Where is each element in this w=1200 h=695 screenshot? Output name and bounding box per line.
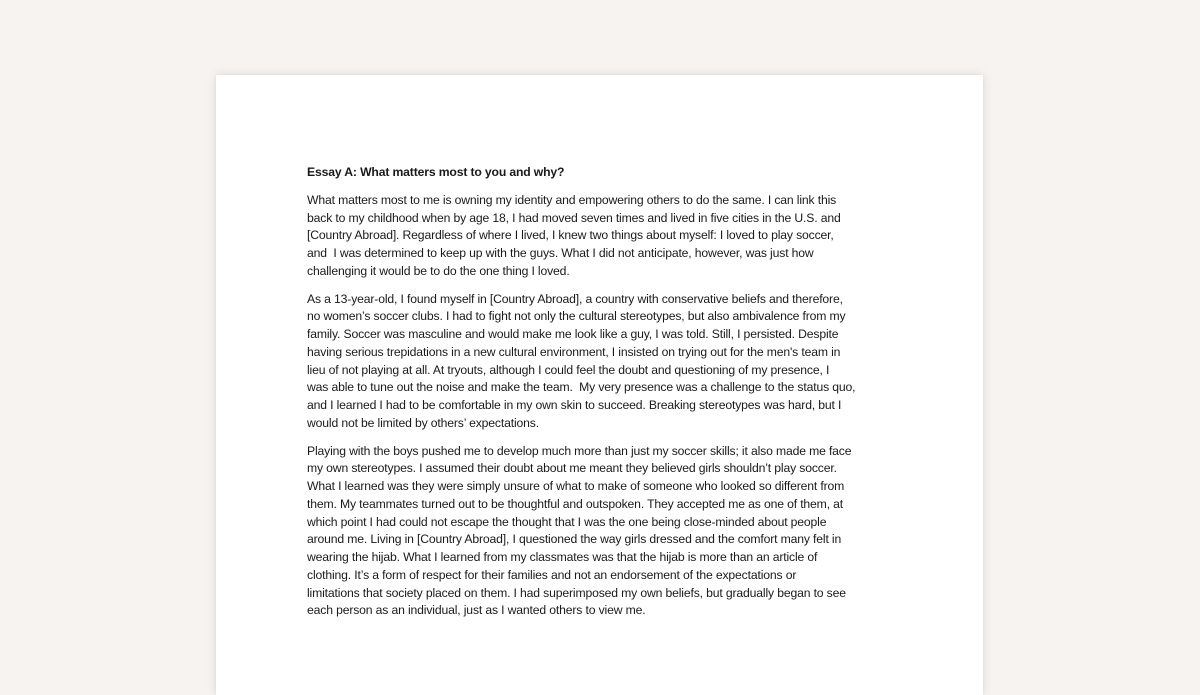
text-line: and I learned I had to be comfortable in my own skin to succeed. Breaking stereotypes was hard, but I: [307, 398, 842, 412]
text-line: and I was determined to keep up with the guys. What I did not anticipate, however, was just how: [307, 246, 814, 260]
text-line: them. My teammates turned out to be thoughtful and outspoken. They accepted me as one of them, at: [307, 496, 844, 511]
text-line: family. Soccer was masculine and would make me look like a guy, I was told. Still, I persisted. Despite: [307, 327, 839, 341]
text-line: What I learned was they were simply unsure of what to make of someone who looked so different from: [307, 479, 845, 493]
text-line: was able to tune out the noise and make the team. My very presence was a challenge to the status quo,: [307, 380, 856, 395]
text-line: having serious trepidations in a new cultural environment, I insisted on trying out for the men's team in: [307, 344, 841, 359]
text-line: which point I had could not escape the thought that I was the one being close-minded about people: [307, 514, 827, 529]
text-line: around me. Living in [Country Abroad], I questioned the way girls dressed and the comfort many felt in: [307, 532, 842, 547]
text-line: my own stereotypes. I assumed their doubt about me meant they believed girls shouldn’t play soccer.: [307, 461, 837, 476]
text-line: no women’s soccer clubs. I had to fight not only the cultural stereotypes, but also ambivalence from my: [307, 309, 846, 324]
text-line: challenging it would be to do the one thing I loved.: [307, 263, 570, 278]
text-line: [Country Abroad]. Regardless of where I lived, I knew two things about myself: I loved to play soccer,: [307, 228, 834, 243]
document-page: [216, 75, 983, 695]
text-line: would not be limited by others’ expectations.: [307, 415, 539, 430]
text-line: back to my childhood when by age 18, I had moved seven times and lived in five cities in the U.S. and: [307, 210, 841, 225]
text-line: lieu of not playing at all. At tryouts, although I could feel the doubt and questioning of my presence, I: [307, 362, 830, 377]
paragraph-1: [307, 192, 907, 281]
document-content: [307, 164, 907, 630]
text-line: What matters most to me is owning my identity and empowering others to do the same. I can link this: [307, 192, 837, 207]
text-line: wearing the hijab. What I learned from my classmates was that the hijab is more than an article of: [307, 550, 818, 564]
text-line: As a 13-year-old, I found myself in [Country Abroad], a country with conservative beliefs and therefore,: [307, 291, 843, 306]
essay-title: Essay A: What matters most to you and why?: [307, 165, 565, 179]
text-line: limitations that society placed on them. I had superimposed my own beliefs, but gradually began to see: [307, 585, 846, 600]
paragraph-3: [307, 443, 907, 621]
text-line: clothing. It’s a form of respect for their families and not an endorsement of the expectations or: [307, 567, 797, 582]
paragraph-2: [307, 291, 907, 433]
text-line: each person as an individual, just as I wanted others to view me.: [307, 603, 646, 618]
text-line: Playing with the boys pushed me to develop much more than just my soccer skills; it also made me face: [307, 443, 852, 458]
